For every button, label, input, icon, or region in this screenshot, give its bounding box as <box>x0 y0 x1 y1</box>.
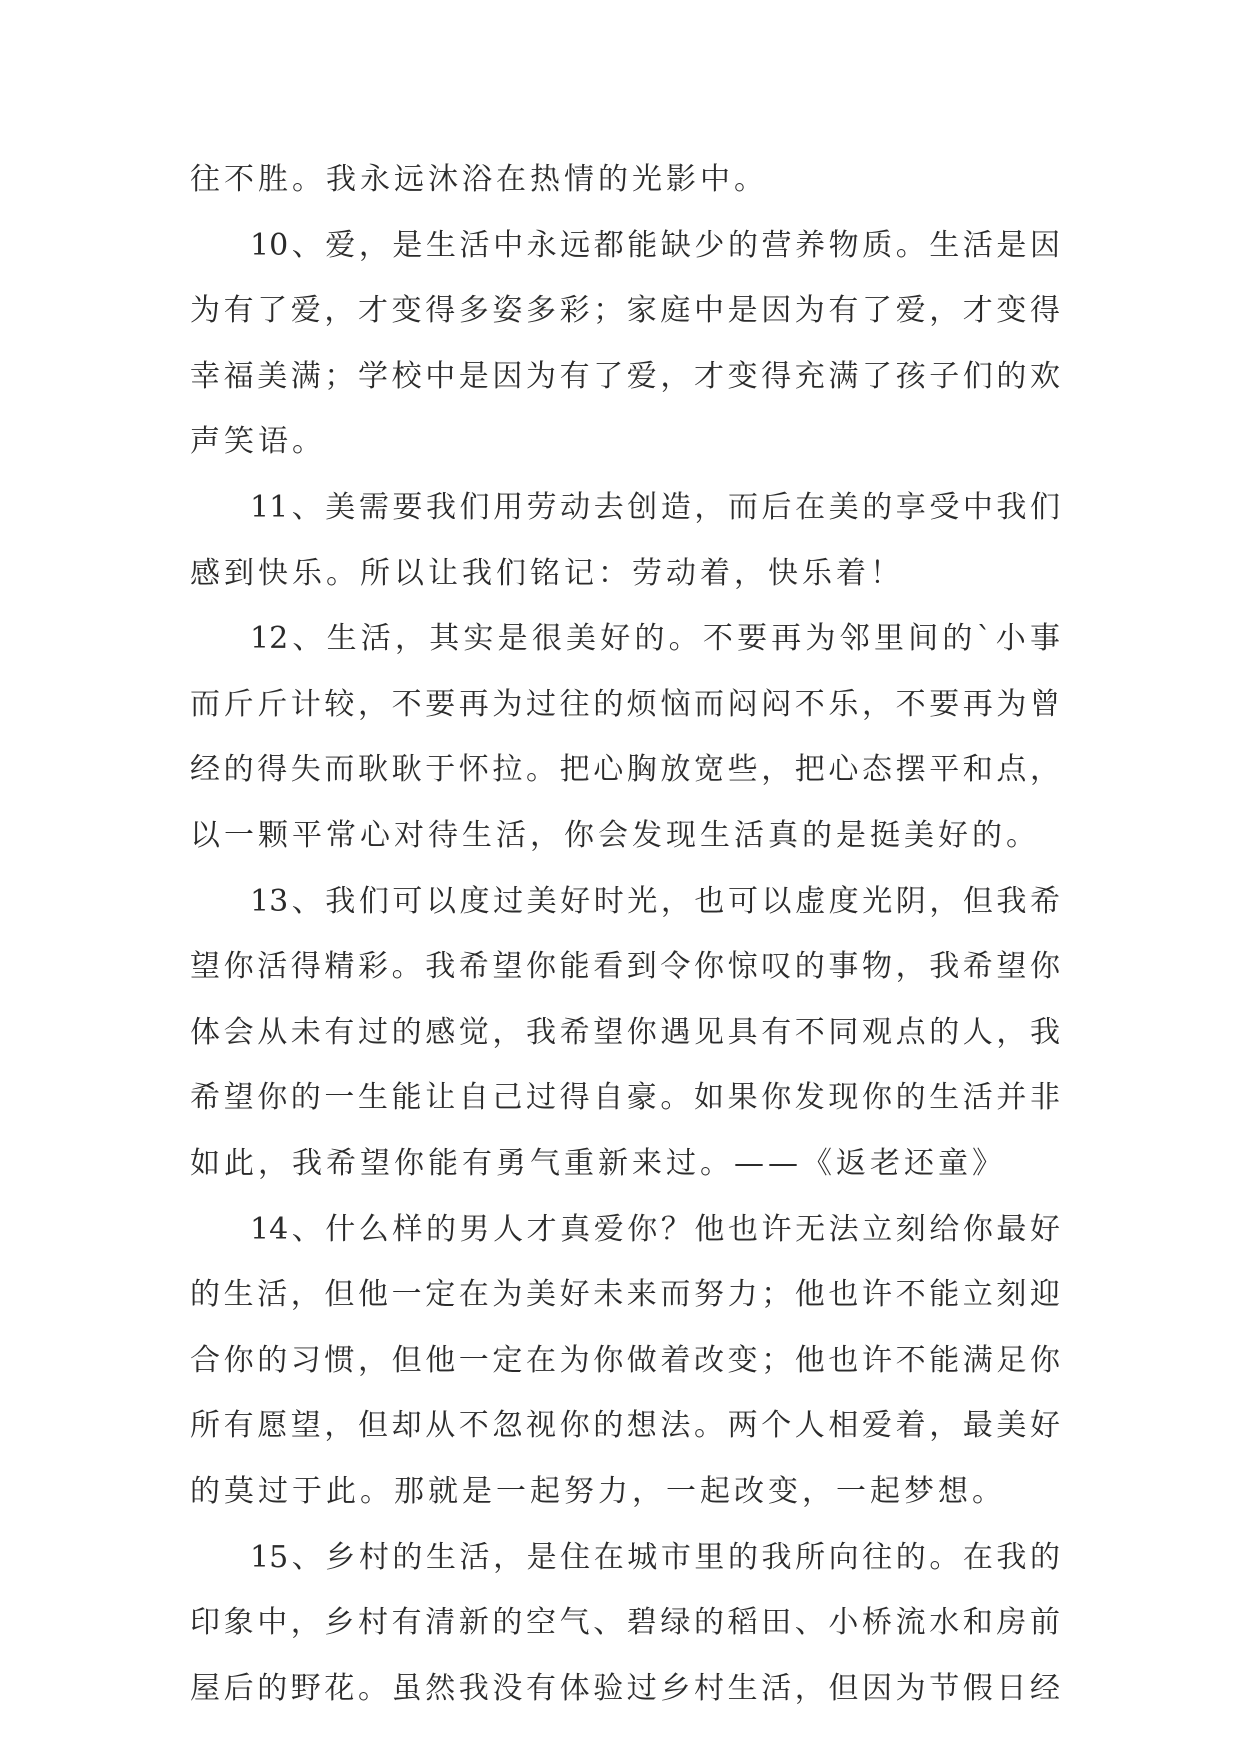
text-line: 幸福美满；学校中是因为有了爱，才变得充满了孩子们的欢 <box>190 358 1060 394</box>
text-line: 以一颗平常心对待生活，你会发现生活真的是挺美好的。 <box>190 818 1040 853</box>
text-line: 合你的习惯，但他一定在为你做着改变；他也许不能满足你 <box>190 1342 1060 1378</box>
text-line: 的生活，但他一定在为美好未来而努力；他也许不能立刻迎 <box>190 1277 1060 1313</box>
text-line: 10、爱，是生活中永远都能缺少的营养物质。生活是因 <box>250 227 1060 263</box>
text-line: 屋后的野花。虽然我没有体验过乡村生活，但因为节假日经 <box>190 1670 1060 1706</box>
text-line: 感到快乐。所以让我们铭记：劳动着，快乐着！ <box>190 555 904 591</box>
text-line: 的莫过于此。那就是一起努力，一起改变，一起梦想。 <box>190 1474 1006 1509</box>
text-line: 声笑语。 <box>190 424 326 460</box>
text-line: 13、我们可以度过美好时光，也可以虚度光阴，但我希 <box>250 883 1060 919</box>
text-line: 体会从未有过的感觉，我希望你遇见具有不同观点的人，我 <box>190 1014 1060 1050</box>
text-line: 11、美需要我们用劳动去创造，而后在美的享受中我们 <box>250 490 1060 525</box>
text-line: 希望你的一生能让自己过得自豪。如果你发现你的生活并非 <box>190 1080 1060 1116</box>
text-line: 经的得失而耿耿于怀拉。把心胸放宽些，把心态摆平和点， <box>190 752 1060 788</box>
text-line: 12、生活，其实是很美好的。不要再为邻里间的`小事 <box>250 621 1060 657</box>
text-line: 而斤斤计较，不要再为过往的烦恼而闷闷不乐，不要再为曾 <box>190 686 1060 722</box>
text-line: 印象中，乡村有清新的空气、碧绿的稻田、小桥流水和房前 <box>190 1605 1060 1641</box>
text-line: 为有了爱，才变得多姿多彩；家庭中是因为有了爱，才变得 <box>190 293 1060 329</box>
text-line: 15、乡村的生活，是住在城市里的我所向往的。在我的 <box>250 1539 1060 1575</box>
text-line: 往不胜。我永远沐浴在热情的光影中。 <box>190 162 768 197</box>
text-line: 如此，我希望你能有勇气重新来过。——《返老还童》 <box>190 1146 1006 1181</box>
text-line: 14、什么样的男人才真爱你？他也许无法立刻给你最好 <box>250 1211 1060 1247</box>
text-line: 望你活得精彩。我希望你能看到令你惊叹的事物，我希望你 <box>190 949 1060 985</box>
text-line: 所有愿望，但却从不忽视你的想法。两个人相爱着，最美好 <box>190 1408 1060 1444</box>
